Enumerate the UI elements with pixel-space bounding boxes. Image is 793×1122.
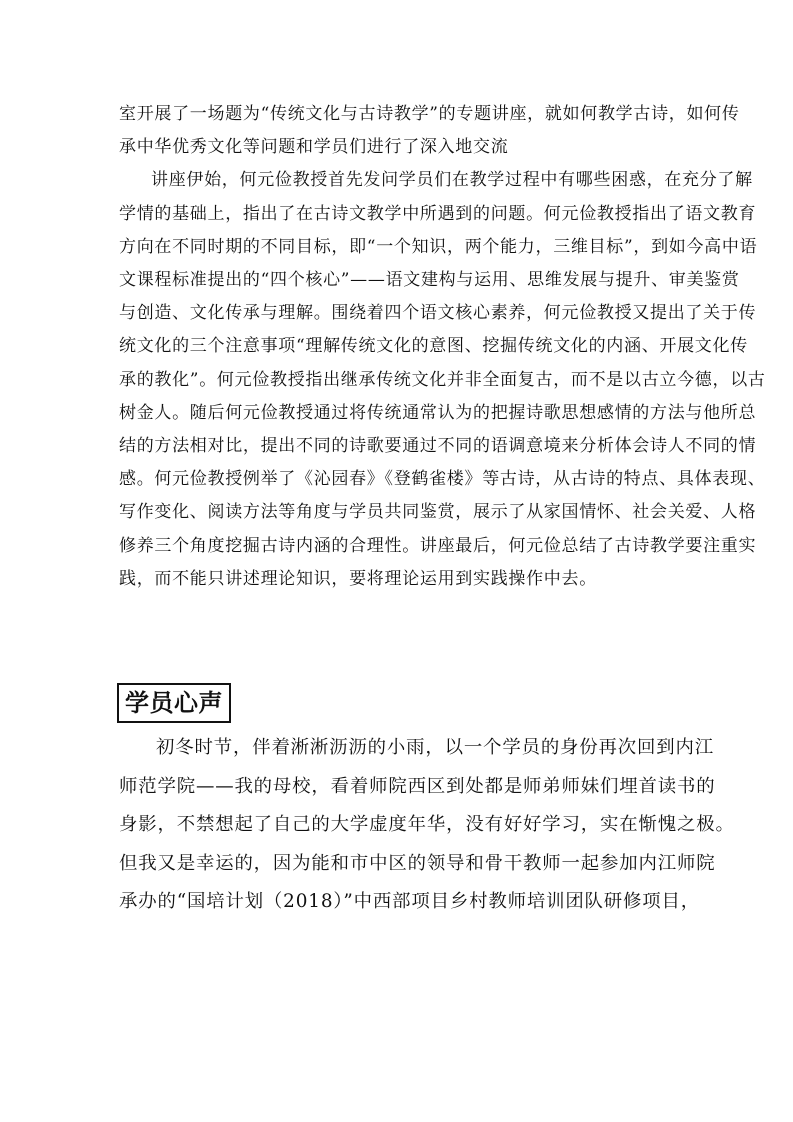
student-voice-text-block — [119, 729, 735, 922]
paragraph-line: 室开展了一场题为“传统文化与古诗教学”的专题讲座，就如何教学古诗，如何传 — [119, 104, 740, 124]
paragraph-line: 承的教化”。何元俭教授指出继承传统文化并非全面复古，而不是以古立今德，以古 — [119, 369, 766, 390]
paragraph-line: 修养三个角度挖掘古诗内涵的合理性。讲座最后，何元俭总结了古诗教学要注重实 — [119, 535, 757, 556]
paragraph-line: 但我又是幸运的，因为能和市中区的领导和骨干教师一起参加内江师院 — [119, 852, 716, 874]
paragraph-line: 统文化的三个注意事项“理解传统文化的意图、挖掘传统文化的内涵、开展文化传 — [119, 336, 748, 357]
paragraph-line: 践，而不能只讲述理论知识，要将理论运用到实践操作中去。 — [119, 568, 597, 589]
paragraph-line: 结的方法相对比，提出不同的诗歌要通过不同的语调意境来分析体会诗人不同的情 — [119, 436, 757, 457]
paragraph-line: 学情的基础上，指出了在古诗文教学中所遇到的问题。何元俭教授指出了语文教育 — [119, 203, 757, 224]
paragraph-line: 承中华优秀文化等问题和学员们进行了深入地交流 — [119, 137, 509, 158]
paragraph-line: 树金人。随后何元俭教授通过将传统通常认为的把握诗歌思想感情的方法与他所总 — [119, 402, 757, 423]
paragraph-line: 师范学院——我的母校，看着师院西区到处都是师弟师妹们埋首读书的 — [119, 775, 716, 797]
section-heading: 学员心声 — [117, 683, 231, 723]
paragraph-line: 讲座伊始，何元俭教授首先发问学员们在教学过程中有哪些困惑，在充分了解 — [151, 170, 753, 191]
paragraph-line: 感。何元俭教授例举了《沁园春》《登鹤雀楼》等古诗，从古诗的特点、具体表现、 — [119, 469, 766, 490]
paragraph-line: 身影，不禁想起了自己的大学虚度年华，没有好好学习，实在惭愧之极。 — [119, 814, 735, 835]
paragraph-line: 文课程标准提出的“四个核心”——语文建构与运用、思维发展与提升、审美鉴赏 — [119, 270, 740, 291]
paragraph-line: 初冬时节，伴着淅淅沥沥的小雨，以一个学员的身份再次回到内江 — [156, 737, 714, 758]
paragraph-line: 与创造、文化传承与理解。围绕着四个语文核心素养，何元俭教授又提出了关于传 — [119, 303, 757, 324]
lecture-text-block — [119, 98, 766, 596]
paragraph-line: 方向在不同时期的不同目标，即“一个知识，两个能力，三维目标”，到如今高中语 — [119, 236, 758, 257]
paragraph-line: 写作变化、阅读方法等角度与学员共同鉴赏，展示了从家国情怀、社会关爱、人格 — [119, 502, 757, 523]
paragraph-line: 承办的“国培计划（2018）”中西部项目乡村教师培训团队研修项目， — [119, 891, 701, 912]
